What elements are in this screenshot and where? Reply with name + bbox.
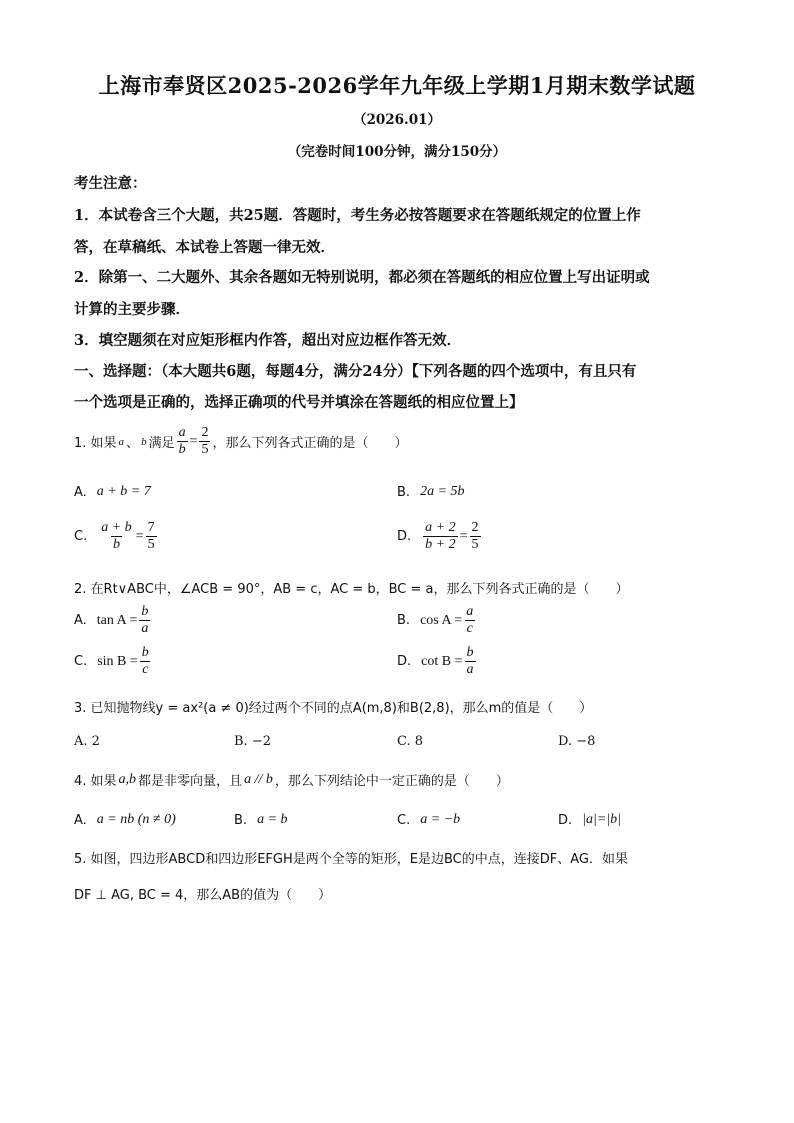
q1-option-d-fraction: $\frac{a + 2}{b + 2}$ — [425, 520, 456, 552]
q2-option-b[interactable] — [397, 604, 477, 637]
q1-option-c[interactable]: C. $\frac{a + b}{b}$ = $\frac{7}{5}$ — [74, 520, 155, 552]
q3-option-b[interactable]: B. −2 — [234, 734, 271, 749]
q2-option-b-label: B. — [397, 613, 411, 628]
q1-mid: 满足 — [148, 436, 175, 451]
q1-var-a: a — [118, 435, 125, 448]
q1-option-a[interactable] — [74, 484, 151, 500]
q4-option-b[interactable] — [234, 812, 288, 828]
question-5-line-1: 5. 如图，四边形ABCD和四边形EFGH是两个全等的矩形，E是边BC的中点，连接DF、AG．如果 — [74, 852, 628, 867]
notice-item-1-line-1: 1．本试卷含三个大题，共25题．答题时，考生务必按答题要求在答题纸规定的位置上作 — [74, 207, 641, 224]
q2-option-d[interactable] — [397, 645, 478, 678]
q2-option-b-fraction: $\frac{a}{c}$ — [466, 604, 474, 636]
q2-option-c[interactable] — [74, 645, 153, 678]
notice-item-2-line-2: 计算的主要步骤． — [74, 301, 190, 318]
notice-item-1-line-2: 答，在草稿纸、本试卷上答题一律无效． — [74, 239, 335, 256]
q4-vectors: a,b — [118, 771, 137, 787]
question-2-stem: 2. 在Rt∨ABC中，∠ACB = 90°，AB = c，AC = b，BC = a，那么下列各式正确的是（ ） — [74, 582, 629, 597]
q3-option-a[interactable]: A. 2 — [74, 734, 100, 749]
q1-option-d-label: D. — [397, 529, 412, 544]
q1-option-c-fraction: $\frac{a + b}{b}$ — [101, 520, 132, 552]
q2-option-a-fraction: $\frac{b}{a}$ — [141, 604, 149, 636]
section-1-line-2: 一个选项是正确的，选择正确项的代号并填涂在答题纸的相应位置上】 — [74, 394, 524, 411]
q4-option-c-text: a = −b — [420, 812, 461, 827]
question-5-line-2: DF ⊥ AG, BC = 4，那么AB的值为（ ） — [74, 888, 332, 903]
q2-option-d-label: D. — [397, 654, 412, 669]
q1-fraction-a-over-b: $\frac{a}{b}$ — [178, 425, 186, 457]
q2-option-b-lhs: cos A = — [420, 612, 463, 628]
q1-option-a-text: a + b = 7 — [96, 484, 151, 499]
q1-option-b-label: B. — [397, 484, 411, 500]
exam-title: 上海市奉贤区2025-2026学年九年级上学期1月期末数学试题 — [98, 73, 696, 98]
q4-option-a[interactable] — [74, 812, 176, 828]
notice-item-2-line-1: 2．除第一、二大题外、其余各题如无特别说明，都必须在答题纸的相应位置上写出证明或 — [74, 269, 650, 286]
q4-option-a-text: a = nb (n ≠ 0) — [96, 812, 176, 827]
q4-option-a-label: A. — [74, 812, 87, 828]
q4-option-c[interactable] — [397, 812, 460, 828]
q4-option-c-label: C. — [397, 812, 411, 828]
q4-post: ，那么下列结论中一定正确的是（ ） — [274, 774, 509, 789]
q2-option-d-fraction: $\frac{b}{a}$ — [466, 645, 474, 677]
q4-mid: 都是非零向量，且 — [138, 774, 243, 789]
q1-pre: 1. 如果 — [74, 436, 117, 451]
q4-parallel-relation: a // b — [244, 771, 273, 787]
q2-option-c-lhs: sin B = — [97, 653, 138, 669]
q2-option-a-label: A. — [74, 613, 87, 628]
q1-option-c-label: C. — [74, 529, 88, 544]
question-3-stem: 3. 已知抛物线y = ax²(a ≠ 0)经过两个不同的点A(m,8)和B(2,8)，那么m的值是（ ） — [74, 701, 593, 716]
q4-option-d-label: D. — [558, 812, 573, 828]
q4-option-d[interactable] — [558, 812, 621, 828]
q1-option-b[interactable] — [397, 484, 465, 500]
q4-option-b-label: B. — [234, 812, 248, 828]
q2-option-a-lhs: tan A = — [96, 612, 138, 628]
q1-option-d-rhs: $\frac{2}{5}$ — [471, 520, 479, 552]
q4-option-b-text: a = b — [257, 812, 288, 827]
q1-sep: 、 — [126, 436, 140, 451]
q3-option-d[interactable]: D. −8 — [558, 734, 596, 749]
q1-fraction-2-over-5: $\frac{2}{5}$ — [201, 425, 209, 457]
q1-option-b-text: 2a = 5b — [420, 484, 465, 499]
q3-option-c[interactable]: C. 8 — [397, 734, 424, 749]
q2-option-d-lhs: cot B = — [421, 653, 463, 669]
notice-heading: 考生注意： — [74, 175, 147, 192]
q4-option-d-text: |a|=|b| — [582, 812, 621, 827]
q2-option-c-fraction: $\frac{b}{c}$ — [141, 645, 149, 677]
q1-var-b: b — [141, 435, 147, 448]
question-1-stem — [74, 425, 408, 458]
exam-date: （2026.01） — [352, 112, 442, 128]
exam-time-note: （完卷时间100分钟，满分150分） — [287, 144, 507, 160]
q1-option-d[interactable]: D. $\frac{a + 2}{b + 2}$ = $\frac{2}{5}$ — [397, 520, 479, 552]
notice-item-3: 3．填空题须在对应矩形框内作答，超出对应边框作答无效． — [74, 332, 462, 349]
q2-option-c-label: C. — [74, 654, 88, 669]
q4-pre: 4. 如果 — [74, 774, 117, 789]
q1-option-c-rhs: $\frac{7}{5}$ — [147, 520, 155, 552]
section-1-line-1: 一、选择题：（本大题共6题，每题4分，满分24分）【下列各题的四个选项中，有且只有 — [74, 363, 637, 380]
q1-equals: = — [189, 433, 198, 449]
q1-post: ，那么下列各式正确的是（ ） — [212, 436, 408, 451]
q2-option-a[interactable] — [74, 604, 152, 637]
question-4-stem — [74, 770, 509, 789]
q1-option-a-label: A. — [74, 484, 87, 500]
